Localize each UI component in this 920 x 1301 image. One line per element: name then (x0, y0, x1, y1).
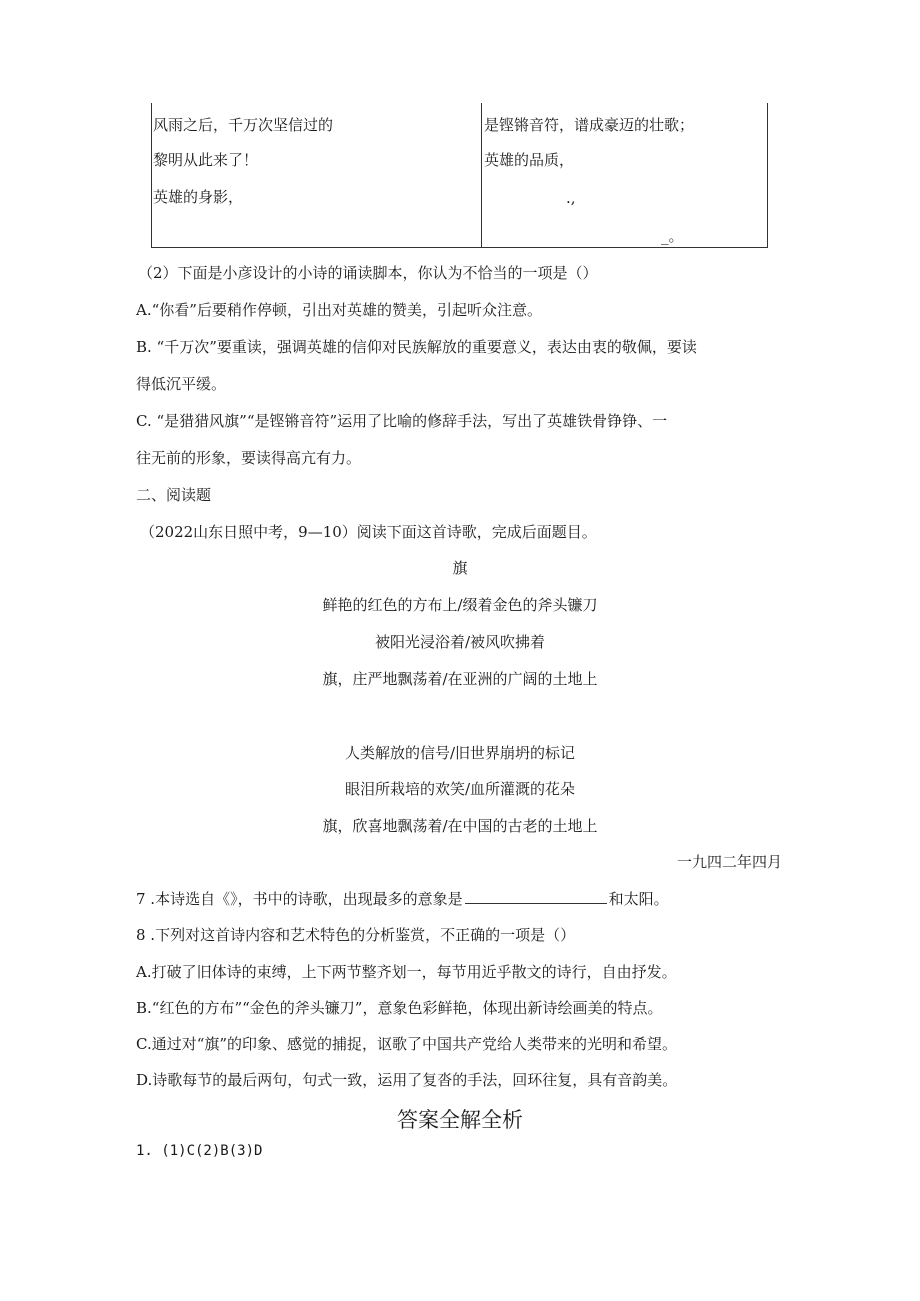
q2-option-b: B. “千万次”要重读，强调英雄的信仰对民族解放的重要意义，表达由衷的敬佩，要读 (136, 338, 697, 356)
table-border-bottom (151, 247, 768, 248)
table-divider (481, 103, 482, 248)
answers-heading: 答案全解全析 (397, 1108, 523, 1132)
poem-line: 鲜艳的红色的方布上/缀着金色的斧头镰刀 (322, 596, 598, 614)
q8-option-a: A.打破了旧体诗的束缚，上下两节整齐划一，每节用近乎散文的诗行，自由抒发。 (136, 963, 677, 981)
q8-option-c: C.通过对“旗”的印象、感觉的捕捉，讴歌了中国共产党给人类带来的光明和希望。 (136, 1035, 678, 1053)
answer-blank[interactable] (465, 888, 607, 904)
q8-option-b: B.“红色的方布”“金色的斧头镰刀”，意象色彩鲜艳，体现出新诗绘画美的特点。 (136, 999, 663, 1017)
reading-intro: （2022山东日照中考，9—10）阅读下面这首诗歌，完成后面题目。 (140, 523, 597, 541)
poem-line: 人类解放的信号/旧世界崩坍的标记 (344, 744, 576, 762)
table-right-line: _。 (661, 227, 684, 245)
table-right-line: 是铿锵音符，谱成豪迈的壮歌； (484, 116, 695, 134)
answer-line: 1. (1)C(2)B(3)D (136, 1143, 263, 1159)
section-heading: 二、阅读题 (136, 486, 212, 504)
q2-option-a: A.“你看”后要稍作停顿，引出对英雄的赞美，引起听众注意。 (136, 301, 542, 319)
table-left-line: 英雄的身影， (153, 188, 244, 206)
poem-line: 旗，庄严地飘荡着/在亚洲的广阔的土地上 (322, 670, 598, 688)
poem-line: 眼泪所栽培的欢笑/血所灌溉的花朵 (344, 780, 576, 798)
table-right-line: 英雄的品质， (484, 151, 575, 169)
poem-line: 旗，欣喜地飘荡着/在中国的古老的土地上 (322, 817, 598, 835)
q7-text: 7 .本诗选自《》，书中的诗歌，出现最多的意象是 (136, 890, 463, 908)
poem-table (151, 103, 768, 248)
q2-option-c: C. “是猎猎风旗”“是铿锵音符”运用了比喻的修辞手法，写出了英雄铁骨铮铮、一 (136, 412, 668, 430)
table-left-line: 风雨之后，千万次坚信过的 (153, 116, 334, 134)
poem-date: 一九四二年四月 (676, 853, 782, 871)
table-border-right (767, 103, 768, 248)
q2-option-c-cont: 往无前的形象，要读得高亢有力。 (136, 449, 362, 467)
poem-line: 被阳光浸浴着/被风吹拂着 (374, 633, 546, 651)
poem-title: 旗 (452, 559, 468, 577)
table-left-line: 黎明从此来了！ (153, 151, 259, 169)
q7 (136, 888, 669, 909)
q7-text-end: 和太阳。 (608, 890, 669, 908)
table-right-line: ., (566, 189, 576, 207)
q2-option-b-cont: 得低沉平缓。 (136, 375, 227, 393)
q2-stem: （2）下面是小彦设计的小诗的诵读脚本，你认为不恰当的一项是（） (138, 264, 598, 282)
q8-stem: 8 .下列对这首诗内容和艺术特色的分析鉴赏，不正确的一项是（） (136, 926, 576, 944)
table-border-left (151, 103, 152, 248)
q8-option-d: D.诗歌每节的最后两句，句式一致，运用了复沓的手法，回环往复，具有音韵美。 (136, 1071, 678, 1089)
